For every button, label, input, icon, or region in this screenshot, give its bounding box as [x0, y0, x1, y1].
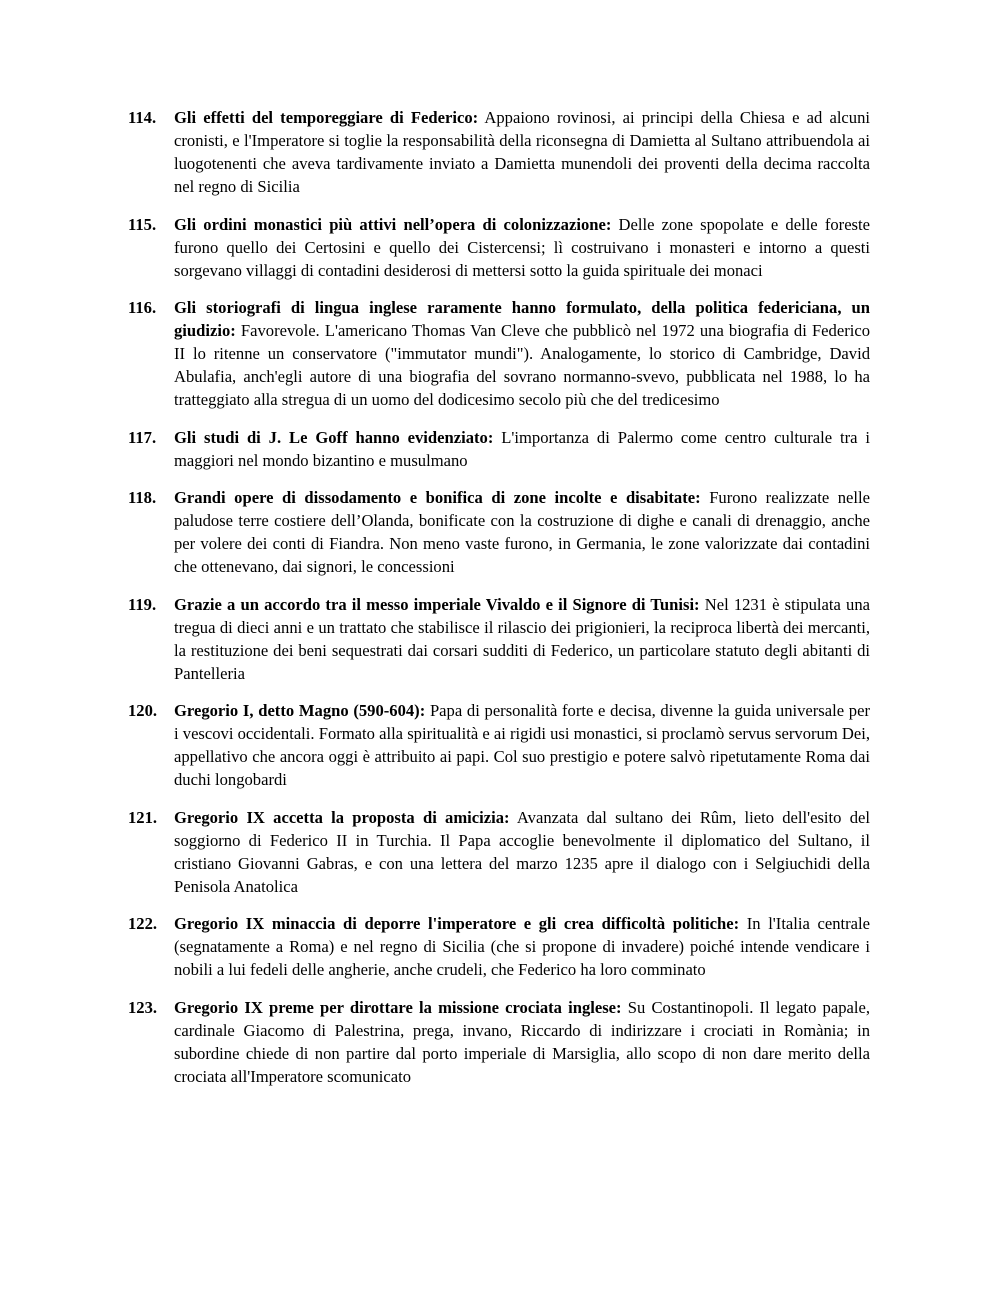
glossary-list	[128, 106, 870, 1102]
entry-text: Furono realizzate nelle paludose terre costiere dell’Olanda, bonificate con la costruzione di dighe e canali di drenaggio, anche per volere dei conti di Fiandra. Non meno vaste furono, in Germania, le zone valorizzate dai contadini che ottenevano, dai signori, le concessioni	[174, 488, 870, 576]
entry-number: 120.	[128, 701, 158, 720]
entry-text: Delle zone spopolate e delle foreste furono quello dei Certosini e quello dei Cistercensi; lì costruivano i monasteri e intorno a questi sorgevano villaggi di contadini desiderosi di mettersi sotto la guida spirituale dei monaci	[174, 214, 870, 280]
entry-term: Gregorio IX preme per dirottare la missione crociata inglese:	[174, 997, 622, 1017]
glossary-entry	[128, 912, 870, 981]
entry-number: 117.	[128, 427, 157, 447]
entry-term: Gregorio IX accetta la proposta di amicizia:	[174, 807, 510, 827]
entry-text: Papa di personalità forte e decisa, divenne la guida universale per i vescovi occidentali. Formato alla spiritualità e ai rigidi usi monastici, si proclamò servus servorum Dei, appellativo che ancora oggi è attribuito ai papi. Col suo prestigio e potere salvò ripetutamente Roma dai duchi longobardi	[174, 701, 870, 789]
entry-text: Su Costantinopoli. Il legato papale, cardinale Giacomo di Palestrina, prega, invano, Riccardo di indirizzare i crociati in Romània; in subordine chiede di non partire dal porto imperiale di Marsiglia, allo scopo di non dare merito della crociata all'Imperatore scomunicato	[174, 997, 870, 1086]
glossary-entry	[128, 996, 870, 1088]
entry-number: 116.	[128, 298, 157, 317]
glossary-entry	[128, 106, 870, 198]
glossary-entry	[128, 426, 870, 472]
glossary-entry	[128, 296, 870, 411]
entry-text: Appaiono rovinosi, ai principi della Chiesa e ad alcuni cronisti, e l'Imperatore si toglie la responsabilità della riconsegna di Damietta al Sultano attribuendola ai luogotenenti che aveva tardivamente inviato a Damietta munendoli dei proventi della decima raccolta nel regno di Sicilia	[174, 108, 870, 196]
entry-term: Gregorio I, detto Magno (590-604):	[174, 701, 426, 720]
entry-number: 123.	[128, 997, 158, 1017]
entry-term: Gregorio IX minaccia di deporre l'imperatore e gli crea difficoltà politiche:	[174, 914, 740, 933]
entry-number: 115.	[128, 214, 157, 234]
entry-number: 114.	[128, 108, 157, 127]
entry-term: Grazie a un accordo tra il messo imperiale Vivaldo e il Signore di Tunisi:	[174, 594, 700, 614]
entry-number: 119.	[128, 594, 157, 614]
entry-text: Avanzata dal sultano dei Rûm, lieto dell'esito del soggiorno di Federico II in Turchia. Il Papa accoglie benevolmente il diplomatico del Sultano, il cristiano Giovanni Gabras, e con una lettera del marzo 1235 apre il dialogo con i Selgiuchidi della Penisola Anatolica	[174, 807, 870, 896]
entry-text: Favorevole. L'americano Thomas Van Cleve che pubblicò nel 1972 una biografia di Federico II lo ritenne un conservatore ("immutator mundi"). Analogamente, lo storico di Cambridge, David Abulafia, anch'egli autore di una biografia del sovrano normanno-svevo, pubblicata nel 1988, lo ha tratteggiato alla stregua di un uomo del dodicesimo secolo più che del tredicesimo	[174, 321, 871, 409]
entry-text: Nel 1231 è stipulata una tregua di dieci anni e un trattato che stabilisce il rilascio dei prigionieri, la reciproca libertà dei mercanti, la restituzione dei beni sequestrati dai corsari sudditi di Federico, un particolare statuto degli abitanti di Pantelleria	[174, 594, 870, 683]
glossary-entry	[128, 699, 870, 791]
glossary-entry	[128, 213, 870, 282]
entry-term: Grandi opere di dissodamento e bonifica di zone incolte e disabitate:	[174, 488, 701, 507]
entry-number: 118.	[128, 488, 157, 507]
entry-text: In l'Italia centrale (segnatamente a Roma) e nel regno di Sicilia (che si propone di invadere) poiché intende vendicare i nobili a lui fedeli delle angherie, anche crudeli, che Federico ha loro comminato	[174, 914, 870, 979]
glossary-entry	[128, 806, 870, 898]
entry-term: Gli storiografi di lingua inglese raramente hanno formulato, della politica federiciana, un giudizio:	[174, 298, 870, 340]
entry-term: Gli studi di J. Le Goff hanno evidenziato:	[174, 427, 494, 447]
entry-term: Gli ordini monastici più attivi nell’opera di colonizzazione:	[174, 214, 612, 234]
glossary-entry	[128, 593, 870, 685]
entry-number: 122.	[128, 914, 158, 933]
entry-number: 121.	[128, 807, 158, 827]
entry-term: Gli effetti del temporeggiare di Federico:	[174, 108, 479, 127]
entry-text: L'importanza di Palermo come centro culturale tra i maggiori nel mondo bizantino e musulmano	[174, 427, 871, 470]
glossary-entry	[128, 486, 870, 578]
